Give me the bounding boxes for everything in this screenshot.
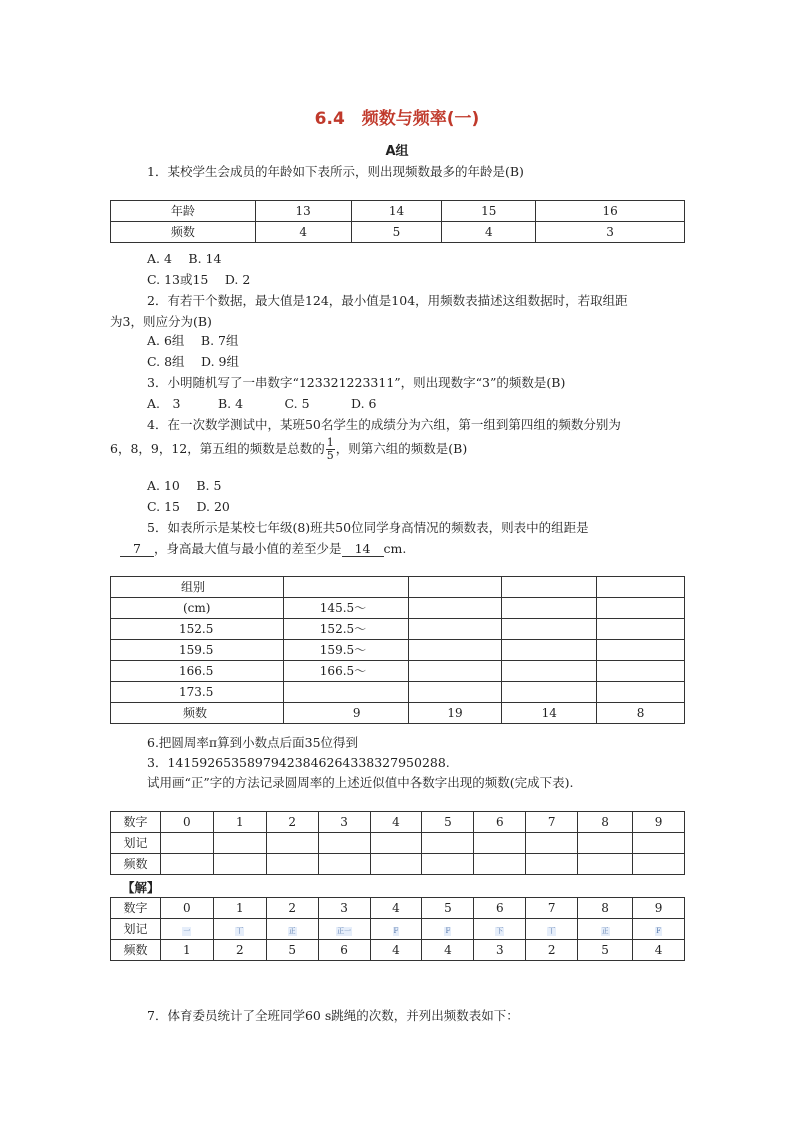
table-cell: 9 bbox=[633, 898, 685, 919]
table-cell: 159.5～ bbox=[283, 640, 408, 661]
table-cell bbox=[266, 833, 318, 854]
question-6-line-1: 6.把圆周率π算到小数点后面35位得到 bbox=[147, 735, 359, 750]
table-cell bbox=[408, 682, 502, 703]
table-cell: 2 bbox=[266, 898, 318, 919]
tally-mark: 正一 bbox=[337, 927, 352, 935]
digit-tally-table-solution bbox=[110, 897, 685, 961]
table-cell: 5 bbox=[578, 940, 633, 961]
table-cell: 6 bbox=[318, 940, 370, 961]
table-cell bbox=[597, 682, 685, 703]
table-cell: 4 bbox=[633, 940, 685, 961]
question-6-line-2: 3．14159265358979423846264338327950288. bbox=[147, 755, 450, 770]
table-cell: 159.5 bbox=[111, 640, 284, 661]
question-5-line-2 bbox=[120, 539, 406, 557]
table-cell bbox=[474, 854, 526, 875]
table-cell: 6 bbox=[474, 898, 526, 919]
table-cell: 3 bbox=[318, 898, 370, 919]
table-cell bbox=[213, 854, 266, 875]
tally-mark: F bbox=[656, 927, 661, 935]
page-title: 6.4 频数与频率(一) bbox=[314, 109, 480, 129]
question-5-text-middle: ，身高最大值与最小值的差至少是 bbox=[154, 541, 342, 556]
table-cell: 1 bbox=[160, 940, 213, 961]
tally-mark: 正 bbox=[288, 927, 296, 935]
table-cell: 7 bbox=[526, 812, 578, 833]
table-cell bbox=[578, 833, 633, 854]
answer-blank-1: 7 bbox=[120, 541, 154, 557]
table-cell: 划记 bbox=[111, 833, 161, 854]
question-5-line-1: 5．如表所示是某校七年级(8)班共50位同学身高情况的频数表，则表中的组距是 bbox=[147, 520, 589, 535]
table-cell: 年龄 bbox=[111, 201, 256, 222]
height-frequency-table bbox=[110, 576, 685, 724]
question-4-line-1: 4．在一次数学测试中，某班50名学生的成绩分为六组，第一组到第四组的频数分别为 bbox=[147, 417, 621, 432]
table-cell bbox=[502, 619, 597, 640]
table-cell bbox=[160, 919, 213, 940]
table-cell bbox=[502, 640, 597, 661]
fraction-denominator: 5 bbox=[326, 449, 334, 462]
table-cell: 0 bbox=[160, 812, 213, 833]
question-5-unit: cm. bbox=[383, 541, 407, 556]
table-cell bbox=[283, 682, 408, 703]
table-cell: 145.5～ bbox=[283, 598, 408, 619]
table-cell: 19 bbox=[408, 703, 502, 724]
question-1-stem: 1．某校学生会成员的年龄如下表所示，则出现频数最多的年龄是(B) bbox=[147, 164, 524, 179]
question-2-line-2: 为3，则应分为(B) bbox=[110, 314, 212, 329]
tally-mark: 丅 bbox=[548, 927, 556, 935]
table-cell bbox=[526, 833, 578, 854]
table-cell: 4 bbox=[422, 940, 474, 961]
table-cell: 3 bbox=[536, 222, 685, 243]
table-cell bbox=[283, 577, 408, 598]
table-cell: 8 bbox=[597, 703, 685, 724]
table-cell bbox=[408, 640, 502, 661]
table-cell bbox=[266, 919, 318, 940]
table-cell bbox=[597, 640, 685, 661]
table-cell bbox=[422, 919, 474, 940]
table-cell bbox=[633, 854, 685, 875]
table-cell bbox=[408, 619, 502, 640]
question-6-line-3: 试用画“正”字的方法记录圆周率的上述近似值中各数字出现的频数(完成下表). bbox=[147, 775, 574, 790]
table-cell bbox=[474, 919, 526, 940]
table-cell bbox=[597, 598, 685, 619]
table-cell: 4 bbox=[442, 222, 536, 243]
section-heading: A组 bbox=[385, 144, 409, 159]
table-cell: 7 bbox=[526, 898, 578, 919]
table-cell: 5 bbox=[422, 812, 474, 833]
table-cell bbox=[502, 682, 597, 703]
solution-label: 【解】 bbox=[122, 880, 160, 895]
table-cell: 152.5～ bbox=[283, 619, 408, 640]
table-cell bbox=[597, 619, 685, 640]
table-cell: 6 bbox=[474, 812, 526, 833]
table-cell: 2 bbox=[526, 940, 578, 961]
age-table bbox=[110, 200, 685, 243]
fraction bbox=[326, 437, 335, 462]
table-cell bbox=[408, 577, 502, 598]
table-cell: 152.5 bbox=[111, 619, 284, 640]
table-cell bbox=[422, 854, 474, 875]
tally-mark: 丅 bbox=[236, 927, 244, 935]
table-cell bbox=[526, 854, 578, 875]
table-cell bbox=[597, 661, 685, 682]
table-cell: 166.5～ bbox=[283, 661, 408, 682]
tally-mark: 一 bbox=[183, 927, 191, 935]
table-cell bbox=[502, 598, 597, 619]
table-cell bbox=[160, 833, 213, 854]
table-cell bbox=[318, 854, 370, 875]
table-cell bbox=[266, 854, 318, 875]
answer-blank-2: 14 bbox=[342, 541, 384, 557]
table-cell bbox=[318, 833, 370, 854]
question-1-options-ab: A. 4 B. 14 bbox=[147, 251, 222, 266]
question-1-options-cd: C. 13或15 D. 2 bbox=[147, 272, 251, 287]
table-cell: 8 bbox=[578, 898, 633, 919]
table-cell: 频数 bbox=[111, 703, 284, 724]
question-4-text-after: ，则第六组的频数是(B) bbox=[335, 441, 468, 456]
question-4-options-cd: C. 15 D. 20 bbox=[147, 499, 230, 514]
table-cell: 173.5 bbox=[111, 682, 284, 703]
table-cell: (cm) bbox=[111, 598, 284, 619]
table-cell: 14 bbox=[351, 201, 442, 222]
tally-mark: F bbox=[445, 927, 451, 935]
table-cell: 1 bbox=[213, 898, 266, 919]
table-cell bbox=[422, 833, 474, 854]
table-cell bbox=[408, 598, 502, 619]
table-cell bbox=[578, 919, 633, 940]
question-4-options-ab: A. 10 B. 5 bbox=[147, 478, 222, 493]
table-cell: 5 bbox=[266, 940, 318, 961]
table-cell: 16 bbox=[536, 201, 685, 222]
table-cell: 13 bbox=[255, 201, 351, 222]
table-cell: 划记 bbox=[111, 919, 161, 940]
table-cell bbox=[370, 833, 422, 854]
question-4-line-2 bbox=[110, 437, 467, 462]
fraction-numerator: 1 bbox=[326, 436, 334, 449]
table-cell: 3 bbox=[318, 812, 370, 833]
table-cell bbox=[633, 919, 685, 940]
question-3-stem: 3．小明随机写了一串数字“123321223311”，则出现数字“3”的频数是(B) bbox=[147, 375, 566, 390]
table-cell bbox=[578, 854, 633, 875]
table-cell: 0 bbox=[160, 898, 213, 919]
table-cell: 频数 bbox=[111, 940, 161, 961]
table-cell: 组别 bbox=[111, 577, 284, 598]
table-cell: 3 bbox=[474, 940, 526, 961]
table-cell bbox=[213, 833, 266, 854]
table-cell bbox=[526, 919, 578, 940]
digit-tally-table-blank bbox=[110, 811, 685, 875]
table-cell: 166.5 bbox=[111, 661, 284, 682]
table-cell: 1 bbox=[213, 812, 266, 833]
table-cell: 2 bbox=[213, 940, 266, 961]
question-3-options: A. 3 B. 4 C. 5 D. 6 bbox=[147, 396, 377, 411]
tally-mark: 正 bbox=[601, 927, 609, 935]
table-cell bbox=[597, 577, 685, 598]
table-cell: 4 bbox=[370, 898, 422, 919]
tally-mark: 下 bbox=[496, 927, 504, 935]
table-cell: 频数 bbox=[111, 222, 256, 243]
table-cell bbox=[474, 833, 526, 854]
table-cell: 4 bbox=[370, 812, 422, 833]
table-cell: 5 bbox=[351, 222, 442, 243]
question-2-line-1: 2．有若干个数据，最大值是124，最小值是104，用频数表描述这组数据时，若取组距 bbox=[147, 293, 628, 308]
table-cell bbox=[408, 661, 502, 682]
table-cell: 数字 bbox=[111, 898, 161, 919]
table-cell bbox=[213, 919, 266, 940]
table-cell: 8 bbox=[578, 812, 633, 833]
table-cell: 频数 bbox=[111, 854, 161, 875]
table-cell bbox=[160, 854, 213, 875]
table-cell: 9 bbox=[633, 812, 685, 833]
table-cell bbox=[502, 661, 597, 682]
table-cell: 2 bbox=[266, 812, 318, 833]
question-2-options-cd: C. 8组 D. 9组 bbox=[147, 354, 239, 369]
tally-mark: F bbox=[393, 927, 399, 935]
table-cell: 14 bbox=[502, 703, 597, 724]
table-cell bbox=[370, 854, 422, 875]
table-cell bbox=[370, 919, 422, 940]
table-cell: 4 bbox=[370, 940, 422, 961]
table-cell: 15 bbox=[442, 201, 536, 222]
question-7-stem: 7．体育委员统计了全班同学60 s跳绳的次数，并列出频数表如下： bbox=[147, 1008, 519, 1023]
table-cell bbox=[318, 919, 370, 940]
table-cell bbox=[633, 833, 685, 854]
question-4-text-before: 6，8，9，12，第五组的频数是总数的 bbox=[110, 441, 325, 456]
table-cell: 9 bbox=[283, 703, 408, 724]
table-cell bbox=[502, 577, 597, 598]
question-2-options-ab: A. 6组 B. 7组 bbox=[147, 333, 239, 348]
table-cell: 4 bbox=[255, 222, 351, 243]
table-cell: 数字 bbox=[111, 812, 161, 833]
table-cell: 5 bbox=[422, 898, 474, 919]
